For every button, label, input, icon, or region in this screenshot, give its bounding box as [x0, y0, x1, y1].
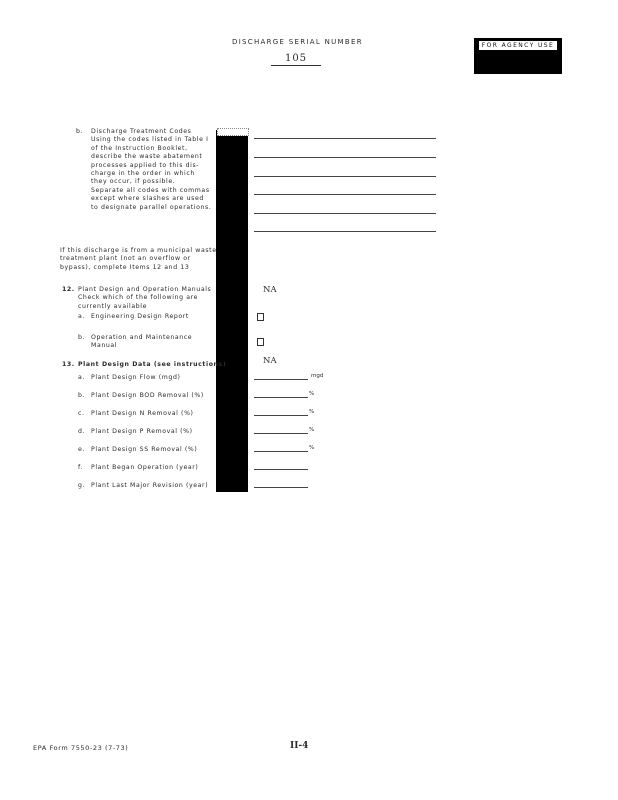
- stamp-mark: [217, 128, 249, 136]
- treatment-code-line[interactable]: [254, 194, 436, 195]
- item-12-line: Check which of the following are: [78, 294, 199, 302]
- item-b-letter: b.: [76, 128, 84, 135]
- design-flow-field[interactable]: [254, 379, 308, 380]
- item-b-line: Discharge Treatment Codes: [91, 128, 192, 135]
- item-12a-letter: a.: [78, 313, 85, 320]
- agency-use-label: FOR AGENCY USE: [478, 40, 558, 51]
- item-13a-label: Plant Design Flow (mgd): [91, 374, 181, 381]
- item-13-answer: NA: [263, 356, 277, 366]
- item-13g-label: Plant Last Major Revision (year): [91, 482, 209, 489]
- bod-removal-field[interactable]: [254, 397, 308, 398]
- item-13b-unit: %: [309, 391, 315, 397]
- item-13b-label: Plant Design BOD Removal (%): [91, 392, 204, 399]
- item-12-text: [78, 286, 218, 311]
- last-revision-field[interactable]: [254, 487, 308, 488]
- municipal-note-line: If this discharge is from a municipal waste: [60, 247, 217, 254]
- item-b-line: charge in the order in which: [91, 170, 195, 178]
- treatment-code-line[interactable]: [254, 213, 436, 214]
- item-13d-letter: d.: [78, 428, 86, 435]
- ss-removal-field[interactable]: [254, 451, 308, 452]
- treatment-code-line[interactable]: [254, 138, 436, 139]
- item-13b-letter: b.: [78, 392, 86, 399]
- page-number: II-4: [290, 741, 309, 751]
- item-12-line: currently available: [78, 302, 147, 310]
- item-b-line: they occur, if possible.: [91, 178, 176, 186]
- item-12a-label: Engineering Design Report: [91, 313, 189, 320]
- item-12-line: Plant Design and Operation Manuals: [78, 286, 212, 293]
- item-13c-unit: %: [309, 409, 315, 415]
- item-13a-unit: mgd: [311, 373, 324, 379]
- treatment-code-line[interactable]: [254, 231, 436, 232]
- n-removal-field[interactable]: [254, 415, 308, 416]
- treatment-code-line[interactable]: [254, 176, 436, 177]
- item-12-answer: NA: [263, 285, 277, 295]
- item-12b-letter: b.: [78, 334, 86, 341]
- municipal-note: [60, 247, 220, 272]
- item-13a-letter: a.: [78, 374, 85, 381]
- item-12b-line: Operation and Maintenance: [91, 334, 193, 341]
- item-b-line: except where slashes are used: [91, 195, 204, 203]
- item-13f-label: Plant Began Operation (year): [91, 464, 199, 471]
- item-13d-unit: %: [309, 427, 315, 433]
- redaction-bar: [216, 130, 248, 492]
- item-b-line: describe the waste abatement: [91, 153, 203, 161]
- treatment-code-line[interactable]: [254, 157, 436, 158]
- item-b-line: to designate parallel operations.: [91, 203, 212, 211]
- agency-use-box: [474, 38, 562, 74]
- item-12b-line: Manual: [91, 342, 118, 350]
- item-13c-letter: c.: [78, 410, 85, 417]
- item-b-line: processes applied to this dis-: [91, 161, 200, 169]
- item-13e-letter: e.: [78, 446, 85, 453]
- om-manual-checkbox[interactable]: [257, 338, 264, 346]
- began-operation-field[interactable]: [254, 469, 308, 470]
- municipal-note-line: treatment plant (not an overflow or: [60, 255, 191, 263]
- item-b-text: [91, 128, 215, 212]
- item-13g-letter: g.: [78, 482, 86, 489]
- item-13e-unit: %: [309, 445, 315, 451]
- item-13e-label: Plant Design SS Removal (%): [91, 446, 198, 453]
- item-12b-label: [91, 334, 192, 351]
- engineering-report-checkbox[interactable]: [257, 313, 264, 321]
- item-b-line: Separate all codes with commas: [91, 186, 210, 194]
- serial-number-value: 105: [271, 53, 321, 66]
- item-b-line: of the Instruction Booklet,: [91, 144, 188, 152]
- item-13-number: 13.: [62, 361, 75, 368]
- item-13d-label: Plant Design P Removal (%): [91, 428, 193, 435]
- item-b-line: Using the codes listed in Table I: [91, 136, 209, 144]
- item-13-title: Plant Design Data (see instructions): [78, 361, 227, 368]
- item-12-number: 12.: [62, 286, 75, 293]
- item-13f-letter: f.: [78, 464, 83, 471]
- form-identifier: EPA Form 7550-23 (7-73): [33, 744, 129, 752]
- item-13c-label: Plant Design N Removal (%): [91, 410, 194, 417]
- serial-number-label: DISCHARGE SERIAL NUMBER: [232, 38, 363, 46]
- municipal-note-line: bypass), complete Items 12 and 13: [60, 263, 190, 271]
- p-removal-field[interactable]: [254, 433, 308, 434]
